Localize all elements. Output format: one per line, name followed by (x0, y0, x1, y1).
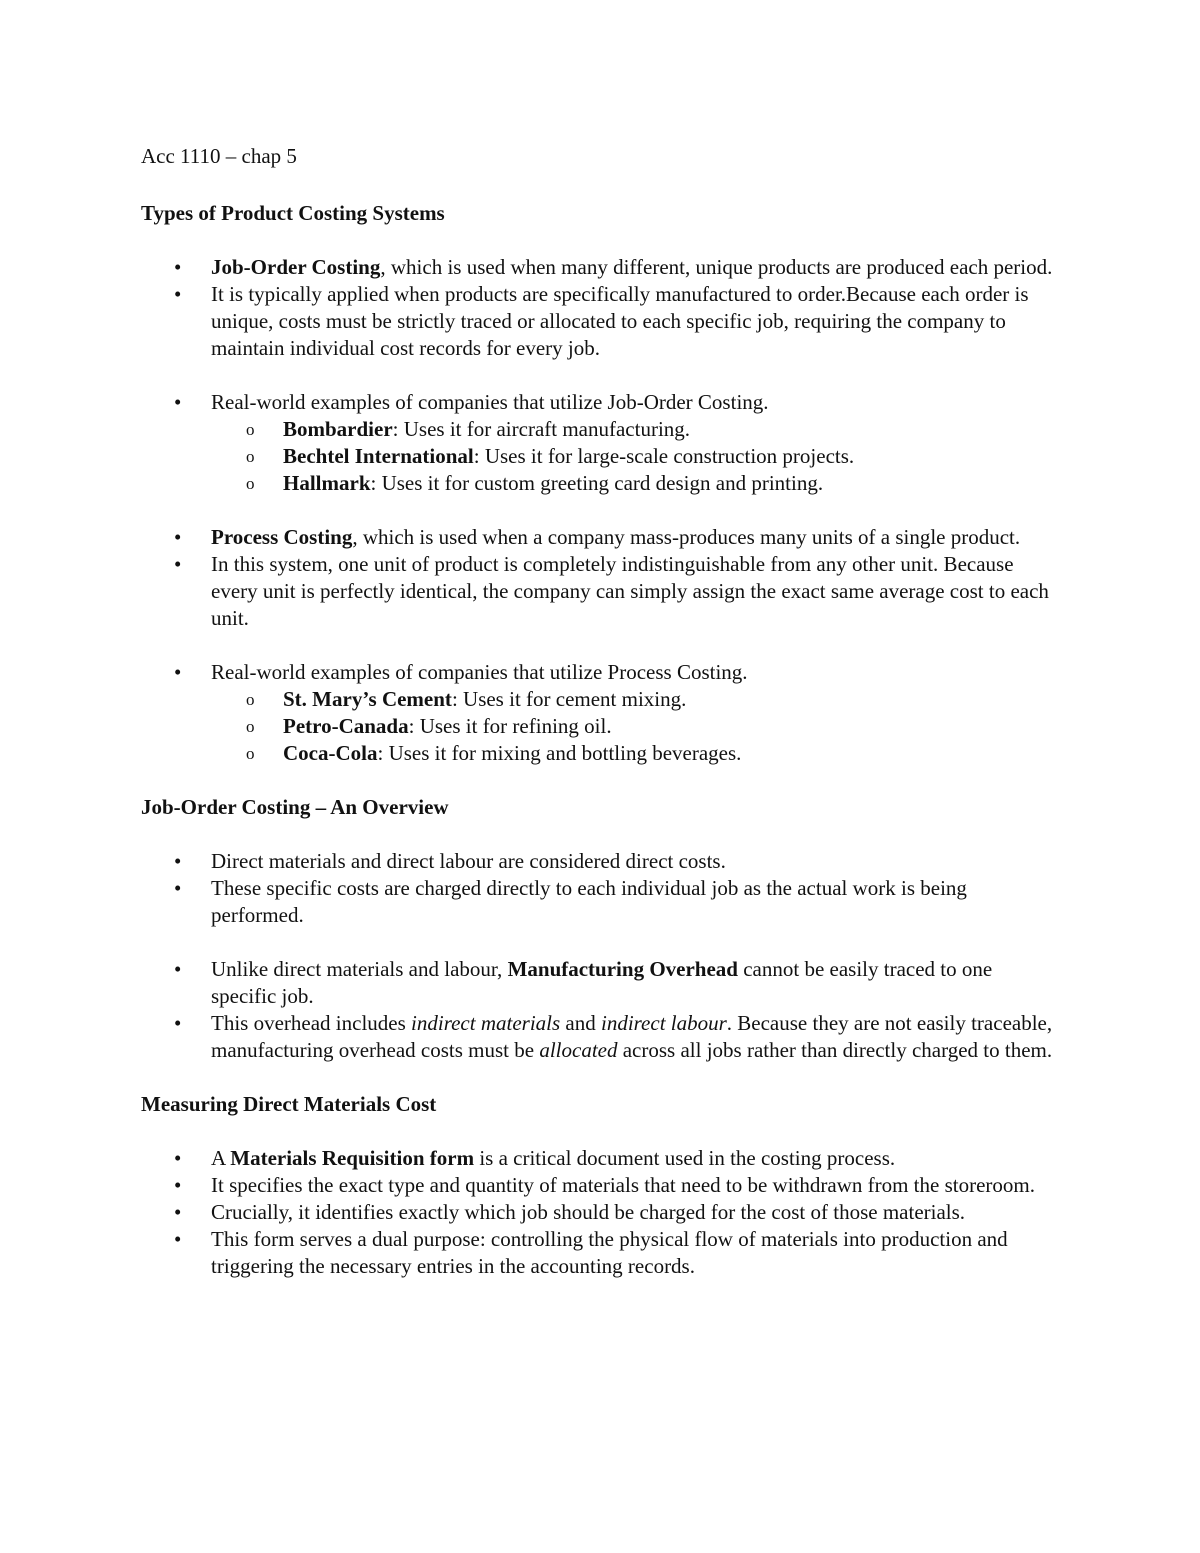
sub-list-item-text: : Uses it for cement mixing. (451, 687, 687, 711)
term-italic: indirect labour (600, 1011, 727, 1035)
list-item (141, 1172, 1061, 1199)
list-item-text: Real-world examples of companies that utilize Job-Order Costing. (211, 390, 769, 414)
list-item (141, 254, 1061, 281)
section-heading: Measuring Direct Materials Cost (141, 1092, 437, 1116)
sub-list-item-text: : Uses it for mixing and bottling beverages. (377, 741, 742, 765)
list-item-text: A (211, 1146, 231, 1170)
list-item-text: Real-world examples of companies that utilize Process Costing. (211, 660, 748, 684)
sub-list (211, 416, 1061, 497)
sub-list-item (211, 470, 1061, 497)
list-item (141, 389, 1061, 497)
company-name: Bombardier (283, 417, 393, 441)
term-italic: allocated (539, 1038, 618, 1062)
list-item (141, 956, 1061, 1010)
list-item-text: cannot be easily traced to one specific job. (211, 957, 993, 1008)
list-item-text: and (560, 1011, 601, 1035)
bullet-list (141, 848, 1061, 1064)
sub-list (211, 686, 1061, 767)
list-item-text: It is typically applied when products are specifically manufactured to order.Because each order is unique, costs must be strictly traced or allocated to each specific job, requiring the company to maintain individual cost records for every job. (211, 282, 1029, 360)
list-item-text: , which is used when a company mass-produces many units of a single product. (352, 525, 1021, 549)
list-item (141, 1145, 1061, 1172)
term-bold: Materials Requisition form (230, 1146, 475, 1170)
list-item (141, 875, 1061, 929)
list-item-text: This overhead includes (211, 1011, 412, 1035)
list-item-text: is a critical document used in the costing process. (474, 1146, 896, 1170)
section-product-costing-systems (141, 200, 1061, 767)
sub-list-item (211, 740, 1061, 767)
bullet-list (141, 254, 1061, 767)
term-bold: Job-Order Costing (211, 255, 381, 279)
list-item (141, 1010, 1061, 1064)
sub-list-item-text: : Uses it for refining oil. (408, 714, 612, 738)
sub-list-item-text: : Uses it for aircraft manufacturing. (392, 417, 691, 441)
company-name: Petro-Canada (283, 714, 409, 738)
list-item-text: , which is used when many different, unique products are produced each period. (380, 255, 1053, 279)
term-italic: indirect materials (411, 1011, 561, 1035)
list-item (141, 524, 1061, 551)
company-name: Hallmark (283, 471, 371, 495)
list-item-text: In this system, one unit of product is completely indistinguishable from any other unit. Because every unit is perfectly identical, the company can simply assign the exact same average cost to each unit. (211, 552, 1049, 630)
list-item (141, 848, 1061, 875)
list-item (141, 281, 1061, 362)
list-item-text: across all jobs rather than directly charged to them. (617, 1038, 1053, 1062)
list-item-text: Crucially, it identifies exactly which job should be charged for the cost of those materials. (211, 1200, 966, 1224)
list-item-text: Unlike direct materials and labour, (211, 957, 508, 981)
section-heading: Job-Order Costing – An Overview (141, 795, 449, 819)
bullet-list (141, 1145, 1061, 1280)
list-item (141, 1199, 1061, 1226)
sub-list-item (211, 686, 1061, 713)
document-page (141, 143, 1061, 1307)
list-item (141, 551, 1061, 632)
sub-list-item (211, 713, 1061, 740)
list-item-text: These specific costs are charged directly to each individual job as the actual work is being performed. (211, 876, 967, 927)
list-item-text: This form serves a dual purpose: controlling the physical flow of materials into production and triggering the necessary entries in the accounting records. (211, 1227, 1008, 1278)
company-name: Coca-Cola (283, 741, 378, 765)
sub-list-item (211, 443, 1061, 470)
sub-list-item-text: : Uses it for custom greeting card design and printing. (370, 471, 824, 495)
sub-list-item-text: : Uses it for large-scale construction projects. (473, 444, 855, 468)
term-bold: Process Costing (211, 525, 353, 549)
list-item (141, 1226, 1061, 1280)
company-name: Bechtel International (283, 444, 474, 468)
term-bold: Manufacturing Overhead (507, 957, 738, 981)
list-item-text: Direct materials and direct labour are considered direct costs. (211, 849, 726, 873)
document-title: Acc 1110 – chap 5 (141, 144, 297, 168)
section-job-order-overview (141, 794, 1061, 1064)
company-name: St. Mary’s Cement (283, 687, 452, 711)
list-item-text: . Because they are not easily traceable, manufacturing overhead costs must be (211, 1011, 1053, 1062)
list-item-text: It specifies the exact type and quantity of materials that need to be withdrawn from the storeroom. (211, 1173, 1035, 1197)
section-direct-materials-cost (141, 1091, 1061, 1280)
sub-list-item (211, 416, 1061, 443)
list-item (141, 659, 1061, 767)
section-heading: Types of Product Costing Systems (141, 201, 445, 225)
